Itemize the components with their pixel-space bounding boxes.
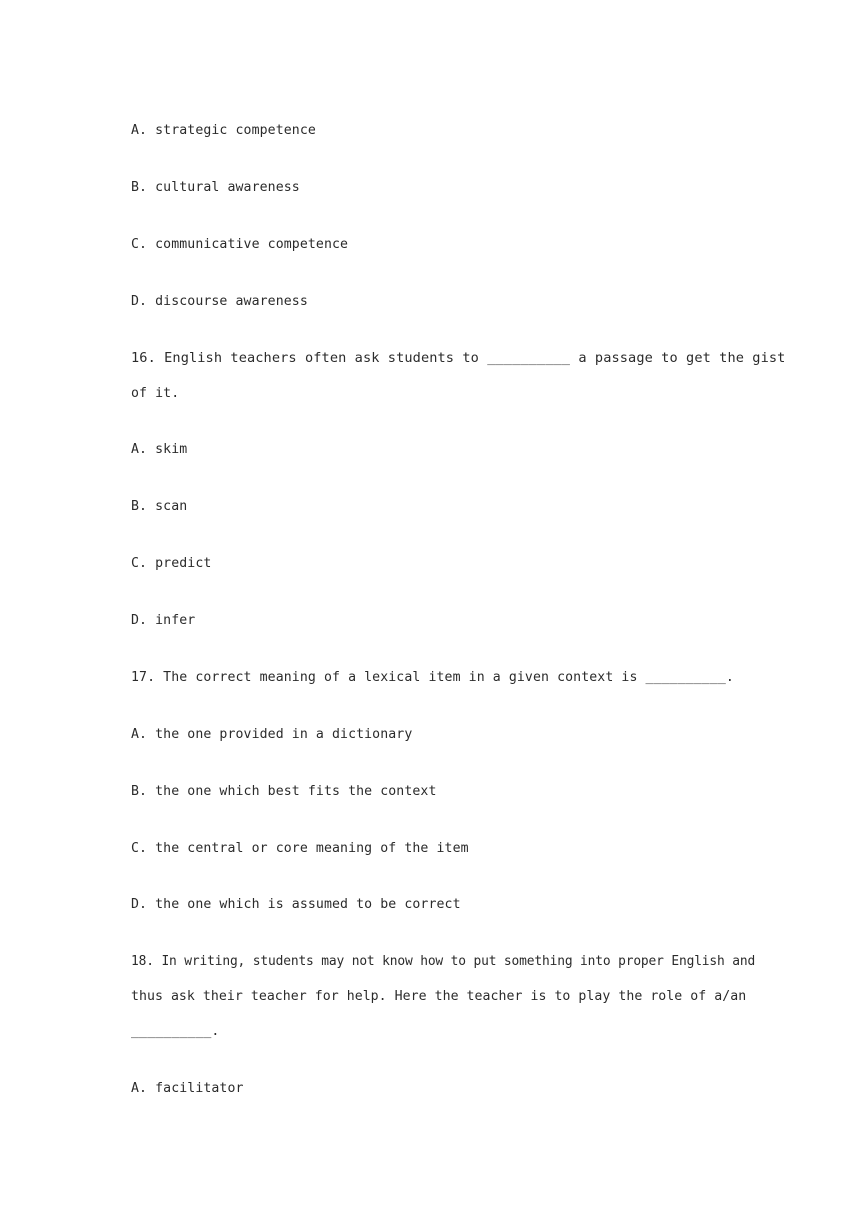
question-18-line-2: thus ask their teacher for help. Here the teacher is to play the role of a/an: [131, 989, 747, 1004]
option-c: C. communicative competence: [131, 237, 349, 252]
question-16-line-2: of it.: [131, 386, 180, 401]
question-18-line-3: __________.: [131, 1024, 220, 1039]
q17-option-d: D. the one which is assumed to be correct: [131, 897, 461, 912]
question-17-text: 17. The correct meaning of a lexical item in a given context is __________.: [131, 670, 734, 685]
q16-option-c: C. predict: [131, 556, 212, 571]
q18-option-a: A. facilitator: [131, 1081, 244, 1096]
option-d: D. discourse awareness: [131, 294, 308, 309]
option-a: A. strategic competence: [131, 123, 316, 138]
q17-option-b: B. the one which best fits the context: [131, 784, 437, 799]
q16-option-a: A. skim: [131, 442, 188, 457]
question-16-line-1: 16. English teachers often ask students to __________ a passage to get the gist: [131, 350, 786, 366]
q17-option-c: C. the central or core meaning of the item: [131, 841, 469, 856]
q16-option-d: D. infer: [131, 613, 196, 628]
q17-option-a: A. the one provided in a dictionary: [131, 727, 413, 742]
question-18-line-1: 18. In writing, students may not know how to put something into proper English and: [131, 954, 756, 969]
option-b: B. cultural awareness: [131, 180, 300, 195]
q16-option-b: B. scan: [131, 499, 188, 514]
